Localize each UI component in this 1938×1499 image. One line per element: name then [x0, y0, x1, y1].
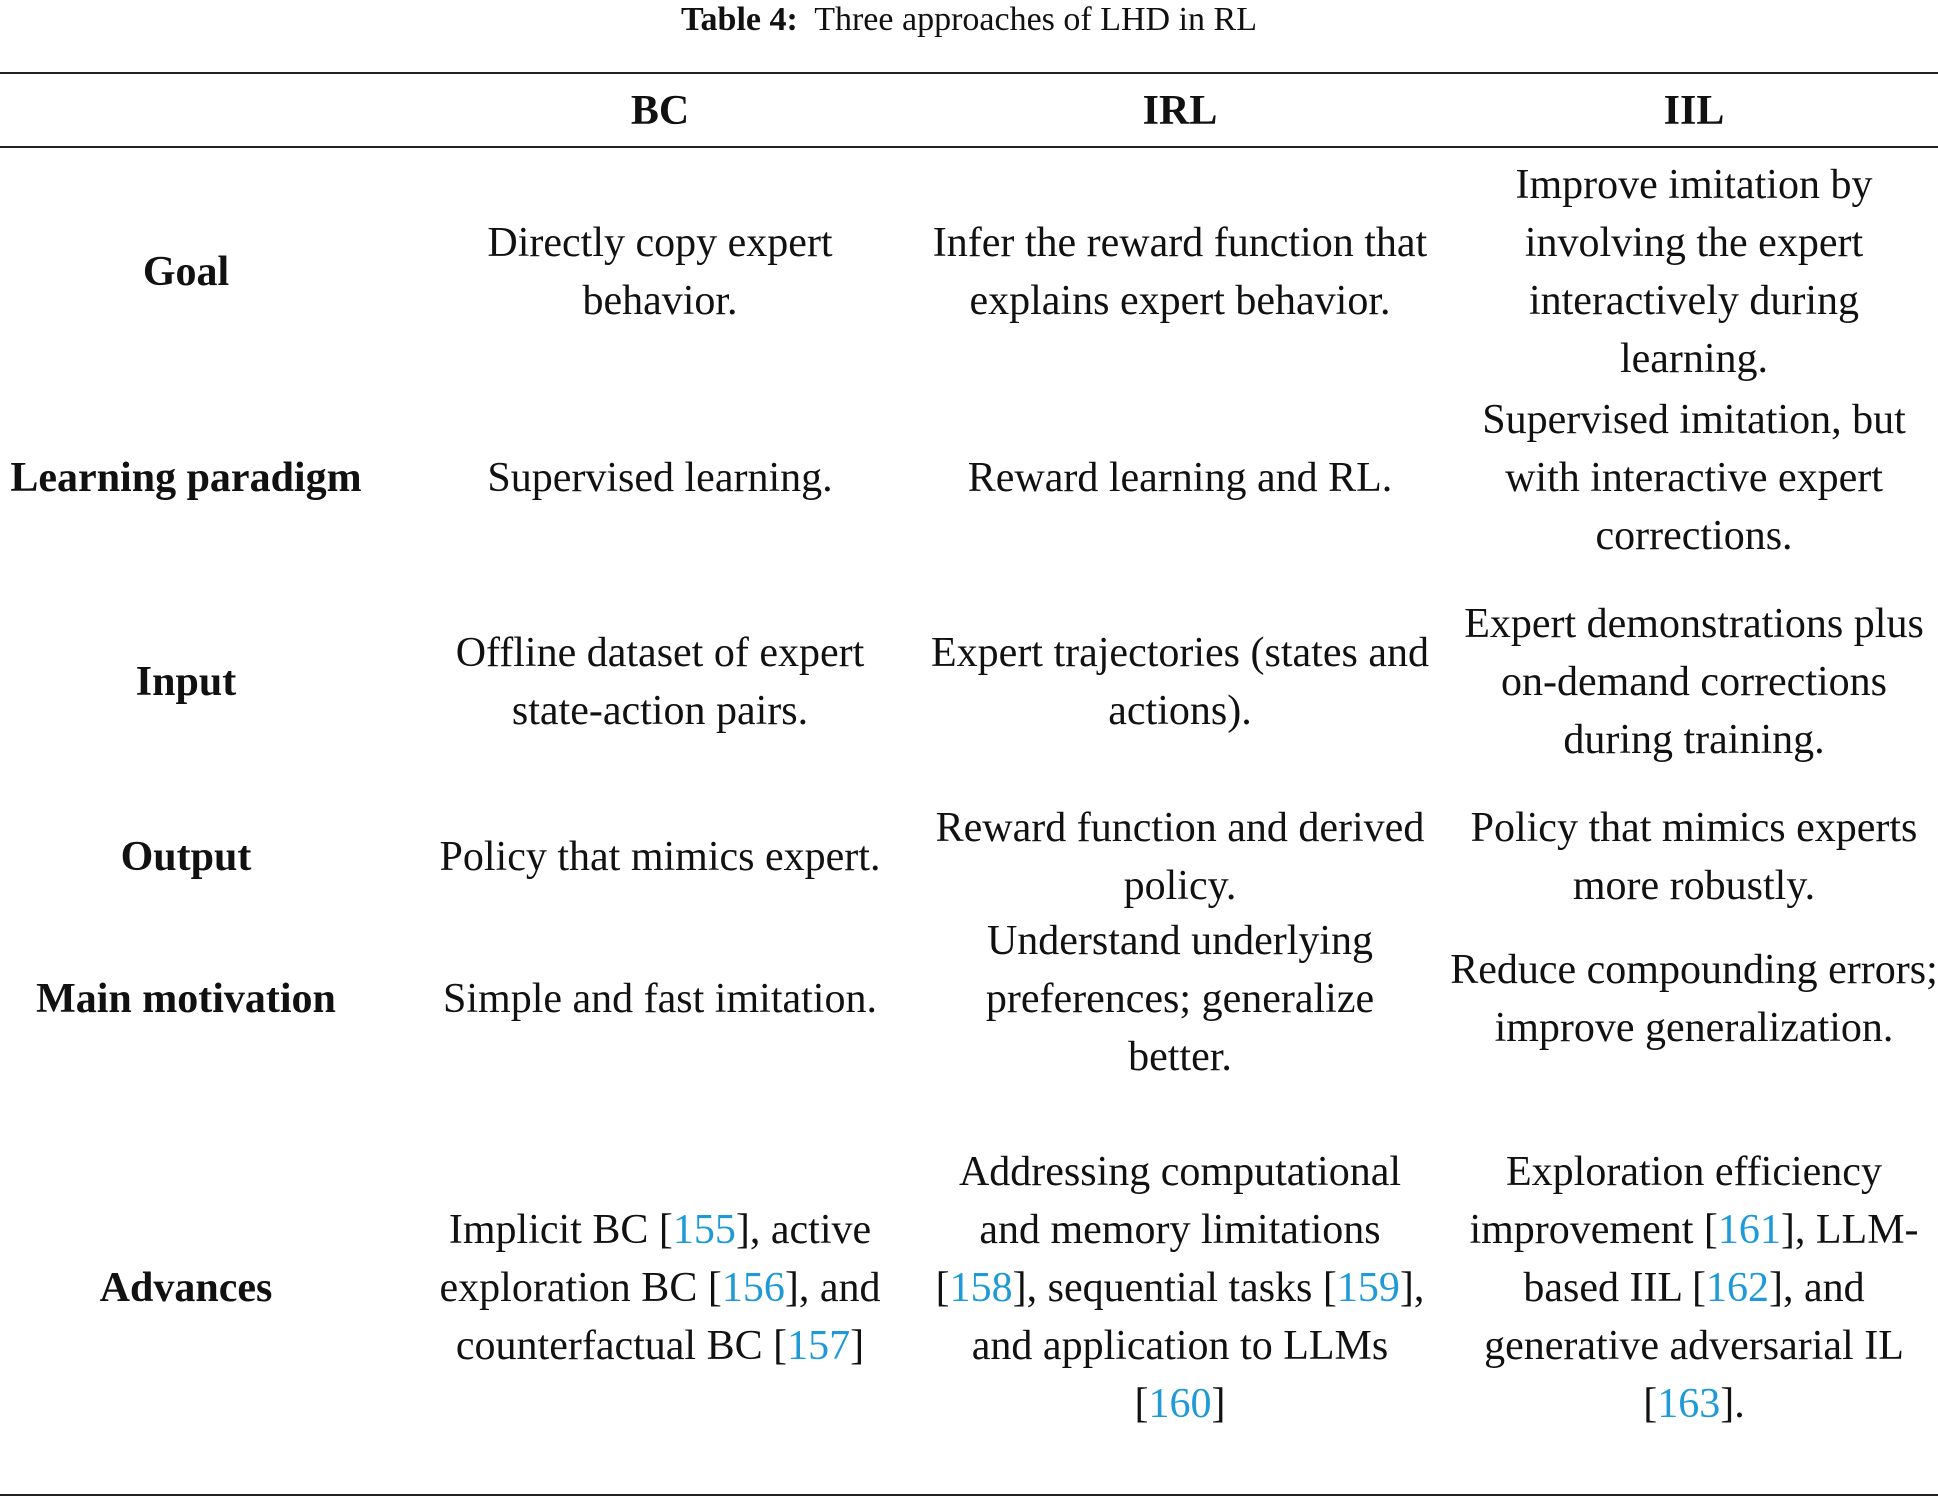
cell-input-bc	[410, 566, 910, 798]
citation-link[interactable]: 162	[1706, 1265, 1770, 1311]
cell-goal-iil	[1450, 156, 1938, 388]
citation-link[interactable]: 158	[949, 1265, 1013, 1311]
text-part: ].	[1720, 1381, 1745, 1427]
cell-text: Expert demonstrations plus on-demand corrections during training.	[1464, 601, 1924, 763]
citation-link[interactable]: 157	[787, 1323, 851, 1369]
row-label-input: Input	[135, 659, 237, 705]
text-part: Addressing computational and memory limitations [	[935, 1149, 1402, 1311]
cell-text: Reward function and derived policy.	[935, 805, 1425, 909]
row-label-advances: Advances	[99, 1265, 273, 1311]
text-part: ], LLM-based IIL [	[1523, 1207, 1919, 1311]
cell-advances-bc	[410, 1086, 910, 1490]
cell-text: Directly copy expert behavior.	[487, 220, 833, 324]
cell-advances-irl	[930, 1086, 1430, 1490]
text-part: ], active exploration BC [	[439, 1207, 872, 1311]
text-part: ], sequential tasks [	[1012, 1265, 1337, 1311]
header-rule	[0, 146, 1938, 148]
row-label-goal: Goal	[142, 249, 230, 295]
header-iil: IIL	[1663, 88, 1725, 134]
cell-text: Supervised learning.	[487, 455, 833, 501]
citation-link[interactable]: 156	[721, 1265, 785, 1311]
header-irl: IRL	[1142, 88, 1218, 134]
cell-input-iil	[1450, 566, 1938, 798]
bottom-rule	[0, 1494, 1938, 1496]
cell-motivation-iil	[1450, 912, 1938, 1086]
cell-text: Infer the reward function that explains expert behavior.	[932, 220, 1428, 324]
cell-text: Simple and fast imitation.	[443, 976, 877, 1022]
cell-goal-irl	[930, 156, 1430, 388]
citation-link[interactable]: 159	[1336, 1265, 1400, 1311]
text-part: ], and application to LLMs [	[971, 1265, 1425, 1427]
cell-motivation-bc	[410, 912, 910, 1086]
cell-text: Expert trajectories (states and actions).	[931, 630, 1429, 734]
text-part: ], and generative adversarial IL [	[1484, 1265, 1904, 1427]
cell-goal-bc	[410, 156, 910, 388]
text-part: Exploration efficiency improvement [	[1469, 1149, 1882, 1253]
citation-link[interactable]: 160	[1148, 1381, 1212, 1427]
cell-text: Improve imitation by involving the expert interactively during learning.	[1515, 162, 1873, 382]
citation-link[interactable]: 163	[1657, 1381, 1721, 1427]
cell-motivation-irl	[930, 912, 1430, 1086]
table-caption-label: Table 4:	[681, 1, 798, 38]
cell-paradigm-bc	[410, 392, 910, 564]
cell-output-bc	[410, 798, 910, 916]
text-part: ]	[1211, 1381, 1226, 1427]
cell-advances-iil	[1450, 1086, 1938, 1490]
cell-input-irl	[930, 566, 1430, 798]
cell-text	[1450, 1143, 1938, 1433]
text-part: ]	[850, 1323, 865, 1369]
cell-text: Reward learning and RL.	[967, 455, 1393, 501]
cell-text: Understand underlying preferences; generalize better.	[985, 918, 1375, 1080]
cell-output-irl	[930, 798, 1430, 916]
cell-output-iil	[1450, 798, 1938, 916]
cell-text: Supervised imitation, but with interactive expert corrections.	[1482, 397, 1906, 559]
row-label-main-motivation: Main motivation	[36, 976, 336, 1022]
cell-text: Policy that mimics experts more robustly.	[1470, 805, 1918, 909]
cell-text: Policy that mimics expert.	[439, 834, 881, 880]
cell-paradigm-irl	[930, 392, 1430, 564]
row-label-learning-paradigm: Learning paradigm	[10, 455, 362, 501]
cell-text	[930, 1143, 1430, 1433]
citation-link[interactable]: 161	[1717, 1207, 1781, 1253]
table-caption-text: Three approaches of LHD in RL	[814, 1, 1257, 38]
table-caption	[0, 0, 1938, 40]
header-bc: BC	[630, 88, 690, 134]
cell-text: Reduce compounding errors; improve generalization.	[1450, 947, 1938, 1051]
citation-link[interactable]: 155	[672, 1207, 736, 1253]
text-part: ], and counterfactual BC [	[455, 1265, 881, 1369]
cell-text	[410, 1201, 910, 1375]
cell-paradigm-iil	[1450, 392, 1938, 564]
row-label-output: Output	[120, 834, 252, 880]
text-part: Implicit BC [	[448, 1207, 673, 1253]
cell-text: Offline dataset of expert state-action pairs.	[455, 630, 865, 734]
